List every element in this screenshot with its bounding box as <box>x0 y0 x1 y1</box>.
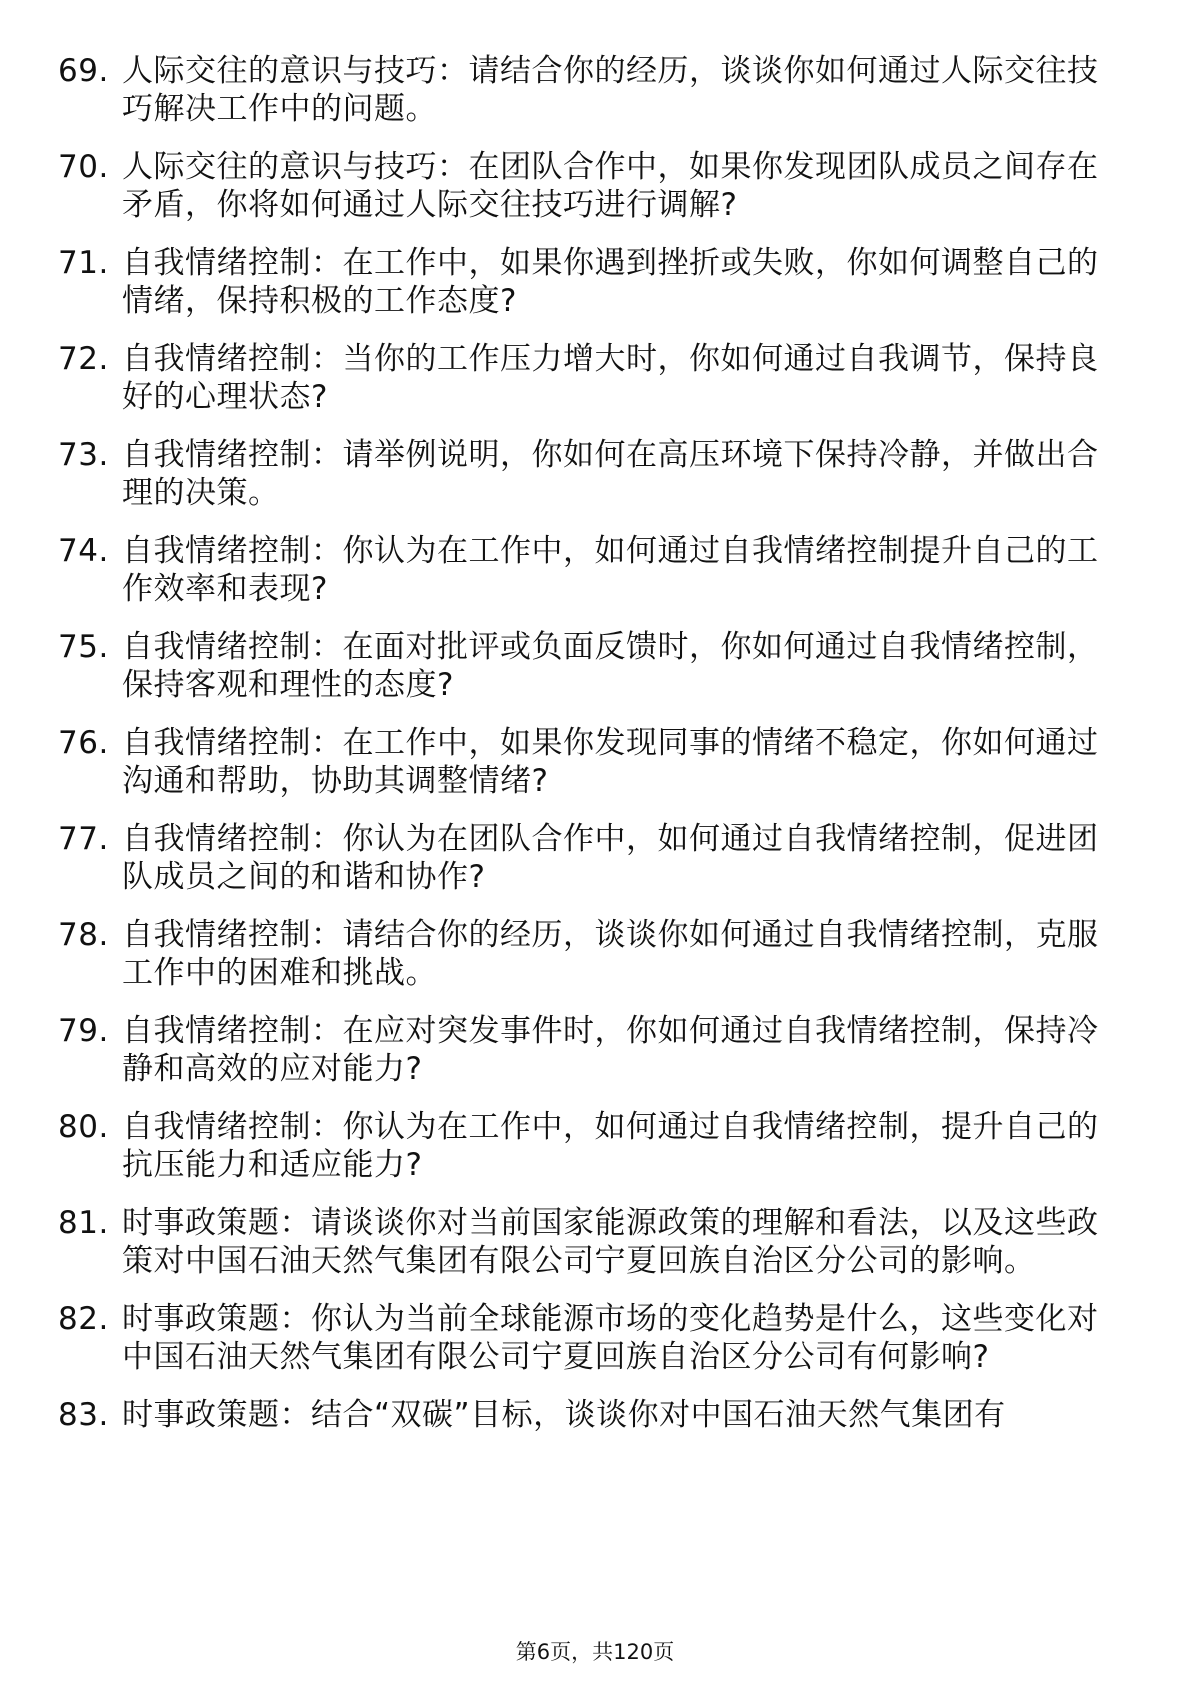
question-item-82 <box>58 1300 1110 1376</box>
question-number: 71. <box>58 245 109 281</box>
question-number: 72. <box>58 341 109 377</box>
question-text: 自我情绪控制：当你的工作压力增大时，你如何通过自我调节，保持良好的心理状态? <box>122 341 1099 415</box>
question-item-76 <box>58 724 1110 800</box>
question-item-73 <box>58 436 1110 512</box>
question-item-71 <box>58 244 1110 320</box>
question-text: 自我情绪控制：请结合你的经历，谈谈你如何通过自我情绪控制，克服工作中的困难和挑战。 <box>122 917 1099 991</box>
question-text: 自我情绪控制：你认为在工作中，如何通过自我情绪控制，提升自己的抗压能力和适应能力? <box>122 1109 1099 1183</box>
question-text: 人际交往的意识与技巧：在团队合作中，如果你发现团队成员之间存在矛盾，你将如何通过人际交往技巧进行调解? <box>122 149 1099 223</box>
question-number: 83. <box>58 1397 109 1433</box>
question-number: 75. <box>58 629 109 665</box>
question-text: 自我情绪控制：在工作中，如果你遇到挫折或失败，你如何调整自己的情绪，保持积极的工作态度? <box>122 245 1099 319</box>
question-item-79 <box>58 1012 1110 1088</box>
question-text: 人际交往的意识与技巧：请结合你的经历，谈谈你如何通过人际交往技巧解决工作中的问题。 <box>122 53 1099 127</box>
question-item-80 <box>58 1108 1110 1184</box>
question-text: 自我情绪控制：你认为在工作中，如何通过自我情绪控制提升自己的工作效率和表现? <box>122 533 1099 607</box>
question-number: 82. <box>58 1301 109 1337</box>
question-text: 时事政策题：请谈谈你对当前国家能源政策的理解和看法，以及这些政策对中国石油天然气集团有限公司宁夏回族自治区分公司的影响。 <box>122 1205 1099 1279</box>
question-item-74 <box>58 532 1110 608</box>
question-text: 自我情绪控制：请举例说明，你如何在高压环境下保持冷静，并做出合理的决策。 <box>122 437 1099 511</box>
question-text: 自我情绪控制：你认为在团队合作中，如何通过自我情绪控制，促进团队成员之间的和谐和协作? <box>122 821 1099 895</box>
question-number: 80. <box>58 1109 109 1145</box>
question-number: 74. <box>58 533 109 569</box>
question-item-69 <box>58 52 1110 128</box>
question-item-75 <box>58 628 1110 704</box>
question-text: 时事政策题：结合“双碳”目标，谈谈你对中国石油天然气集团有 <box>122 1397 1006 1433</box>
question-number: 73. <box>58 437 109 473</box>
question-item-83 <box>58 1396 1110 1434</box>
question-text: 自我情绪控制：在面对批评或负面反馈时，你如何通过自我情绪控制，保持客观和理性的态度? <box>122 629 1099 703</box>
question-number: 78. <box>58 917 109 953</box>
question-item-70 <box>58 148 1110 224</box>
question-text: 自我情绪控制：在应对突发事件时，你如何通过自我情绪控制，保持冷静和高效的应对能力? <box>122 1013 1099 1087</box>
question-list <box>58 52 1110 1454</box>
question-item-72 <box>58 340 1110 416</box>
question-text: 自我情绪控制：在工作中，如果你发现同事的情绪不稳定，你如何通过沟通和帮助，协助其调整情绪? <box>122 725 1099 799</box>
question-number: 81. <box>58 1205 109 1241</box>
question-number: 69. <box>58 53 109 89</box>
question-item-78 <box>58 916 1110 992</box>
question-number: 79. <box>58 1013 109 1049</box>
question-number: 70. <box>58 149 109 185</box>
page-footer: 第6页，共120页 <box>515 1640 675 1664</box>
question-text: 时事政策题：你认为当前全球能源市场的变化趋势是什么，这些变化对中国石油天然气集团有限公司宁夏回族自治区分公司有何影响? <box>122 1301 1099 1375</box>
question-number: 76. <box>58 725 109 761</box>
question-item-81 <box>58 1204 1110 1280</box>
question-item-77 <box>58 820 1110 896</box>
question-number: 77. <box>58 821 109 857</box>
